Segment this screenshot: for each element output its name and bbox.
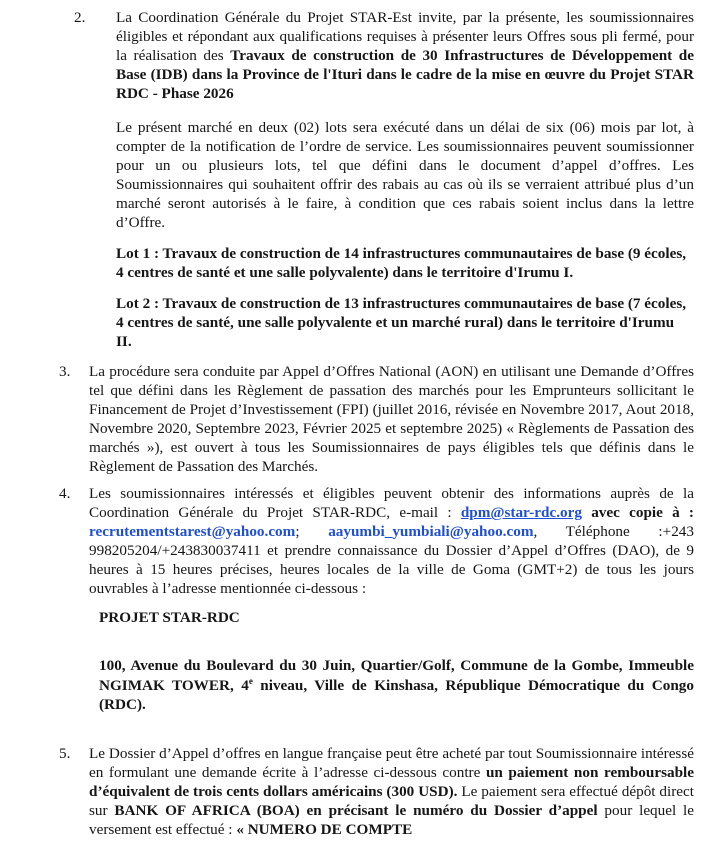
lot-2-text: Lot 2 : Travaux de construction de 13 infrastructures communautaires de base (7 écoles, 4 centres de santé, une salle polyvalente et un marché rural) dans le territoire d'Irumu II. — [116, 295, 687, 350]
item-5-deposit: Le paiement sera effectué dépôt direct sur — [89, 783, 695, 819]
project-name: PROJET STAR-RDC — [99, 609, 240, 626]
item-2-para-2 — [116, 118, 694, 232]
item-5-text — [89, 744, 694, 839]
item-4-text — [89, 484, 694, 598]
lot-1 — [116, 244, 690, 282]
item-5-account: « NUMERO DE COMPTE — [236, 821, 413, 838]
lot-2 — [116, 294, 690, 351]
item-2-intro-title: Travaux de construction de 30 Infrastructures de Développement de Base (IDB) dans la Province de l'Ituri dans le cadre de la mise en œuvre du Projet STAR RDC - Phase 2026 — [116, 47, 694, 102]
item-3-text: La procédure sera conduite par Appel d’Offres National (AON) en utilisant une Demande d’Offres tel que défini dans les Règlement de passation des marchés pour les Emprunteurs sollicitant le Financement de Projet d’Investissement (FPI) (juillet 2016, révisée en Novembre 2017, Aout 2018, Novembre 2020, Septembre 2023, Février 2025 et septembre 2025) « Règlements de Passation des marchés »), est ouvert à tous les Soumissionnaires de pays éligibles tels que définis dans le Règlement de Passation des Marchés. — [89, 363, 694, 475]
item-2-number: 2. — [74, 9, 86, 26]
email-aayumbi-link[interactable]: aayumbi_yumbiali@yahoo.com — [328, 523, 534, 540]
email-separator: ; — [295, 523, 329, 540]
address-text — [99, 656, 694, 715]
item-5-payment: un paiement non remboursable d’équivalent de trois cents dollars américains (300 USD). — [89, 764, 695, 800]
address-part-1: 100, Avenue du Boulevard du 30 Juin, Quartier/Golf, Commune de la Gombe, Immeuble NGIMAK TOWER, 4 — [99, 657, 694, 694]
item-5-purpose: pour lequel le versement est effectué : — [89, 802, 694, 838]
lot-1-text: Lot 1 : Travaux de construction de 14 infrastructures communautaires de base (9 écoles, 4 centres de santé et une salle polyvalente) dans le territoire d'Irumu I. — [116, 245, 687, 281]
address-block — [99, 656, 694, 715]
email-recrutement-link[interactable]: recrutementstarest@yahoo.com — [89, 523, 296, 540]
item-4-number: 4. — [59, 485, 71, 502]
item-4-intro: Les soumissionnaires intéressés et éligibles peuvent obtenir des informations auprès de la Coordination Générale du Projet STAR-RDC, e-mail : — [89, 485, 694, 521]
item-2-intro-text: La Coordination Générale du Projet STAR-Est invite, par la présente, les soumissionnaires éligibles et répondant aux qualifications requises à présenter leurs Offres sous pli fermé, pour la réalisation des — [116, 9, 694, 64]
item-4-contact-text: , Téléphone :+243 998205204/+243830037411 et prendre connaissance du Dossier d’Appel d’Offres (DAO), de 9 heures à 15 heures précises, heures locales de la ville de Goma (GMT+2) de tous les jours ouvrables à l’adresse mentionnée ci-dessous : — [89, 523, 694, 597]
item-2-delay-text: Le présent marché en deux (02) lots sera exécuté dans un délai de six (06) mois par lot, à compter de la notification de l’ordre de service. Les soumissionnaires peuvent soumissionner pour un ou plusieurs lots, tel que défini dans le document d’appel d’offres. Les Soumissionnaires qui souhaitent offrir des rabais au cas où ils se verraient attribué plus d’un marché seront autorisés à le faire, à condition que ces rabais soient inclus dans la lettre d’Offre. — [116, 119, 694, 231]
cc-label: avec copie à : — [581, 504, 694, 521]
address-part-2: niveau, Ville de Kinshasa, République Démocratique du Congo (RDC). — [99, 676, 694, 713]
item-3 — [89, 362, 694, 476]
item-3-number: 3. — [59, 363, 71, 380]
address-superscript: e — [248, 675, 253, 686]
email-dpm-link[interactable]: dpm@star-rdc.org — [460, 504, 582, 521]
item-5-bank: BANK OF AFRICA (BOA) en précisant le numéro du Dossier d’appel — [114, 802, 598, 819]
project-name-block — [99, 608, 679, 627]
item-5 — [89, 744, 694, 839]
item-2-intro — [116, 8, 694, 103]
item-5-number: 5. — [59, 745, 71, 762]
item-2 — [116, 8, 694, 103]
item-5-intro: Le Dossier d’Appel d’offres en langue française peut être acheté par tout Soumissionnaire intéressé en formulant une demande écrite à l’adresse ci-dessous contre — [89, 745, 694, 781]
item-4 — [89, 484, 694, 598]
